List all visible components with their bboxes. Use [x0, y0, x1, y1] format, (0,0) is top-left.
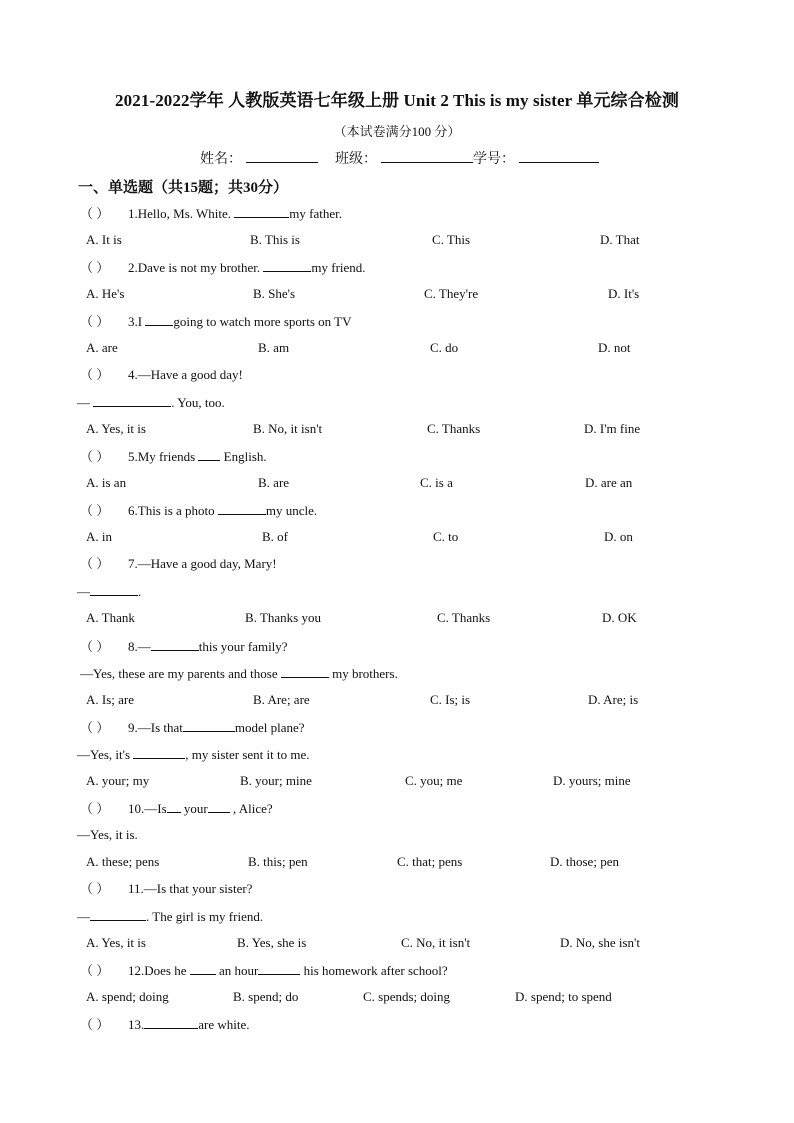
question-1: （ ） 1.Hello, Ms. White. my father.: [80, 206, 342, 221]
class-blank[interactable]: [381, 148, 473, 163]
option-b[interactable]: B. your; mine: [240, 773, 312, 788]
option-c[interactable]: C. to: [433, 529, 459, 544]
question-11: （ ） 11.—Is that your sister?: [80, 881, 253, 896]
option-c[interactable]: C. This: [432, 232, 471, 247]
option-c[interactable]: C. do: [430, 340, 459, 355]
option-b[interactable]: B. She's: [253, 286, 296, 301]
option-c[interactable]: C. you; me: [405, 773, 463, 788]
option-c[interactable]: C. No, it isn't: [401, 935, 471, 950]
option-d[interactable]: D. That: [600, 232, 640, 247]
option-d[interactable]: D. are an: [585, 475, 633, 490]
answer-paren[interactable]: （ ）: [80, 367, 110, 382]
question-6: （ ） 6.This is a photo my uncle.: [80, 503, 318, 518]
question-7: （ ） 7.—Have a good day, Mary!: [80, 556, 277, 571]
option-a[interactable]: A. Thank: [86, 610, 135, 625]
name-blank[interactable]: [246, 148, 318, 163]
question-4: （ ） 4.—Have a good day!: [80, 367, 243, 382]
section-title: 一、单选题（共15题；共30分）: [78, 180, 289, 196]
option-b[interactable]: B. Yes, she is: [237, 935, 307, 950]
question-4-reply: — . You, too.: [77, 395, 225, 410]
option-d[interactable]: D. yours; mine: [553, 773, 631, 788]
answer-paren[interactable]: （ ）: [80, 881, 110, 896]
option-d[interactable]: D. on: [604, 529, 633, 544]
option-a[interactable]: A. is an: [86, 475, 127, 490]
option-b[interactable]: B. Are; are: [253, 692, 310, 707]
answer-paren[interactable]: （ ）: [80, 206, 110, 221]
option-c[interactable]: C. Thanks: [427, 421, 481, 436]
question-8-reply: —Yes, these are my parents and those my brothers.: [80, 666, 398, 681]
question-7-reply: — .: [77, 584, 142, 599]
question-8: （ ） 8.— this your family?: [80, 639, 288, 654]
answer-paren[interactable]: （ ）: [80, 639, 110, 654]
id-blank[interactable]: [519, 148, 599, 163]
option-b[interactable]: B. spend; do: [233, 989, 299, 1004]
page-title: 2021-2022学年 人教版英语七年级上册 Unit 2 This is my sister 单元综合检测: [115, 91, 679, 110]
question-3: （ ） 3.I going to watch more sports on TV: [80, 314, 352, 329]
option-a[interactable]: A. in: [86, 529, 112, 544]
option-a[interactable]: A. these; pens: [86, 854, 160, 869]
answer-paren[interactable]: （ ）: [80, 556, 110, 571]
option-a[interactable]: A. Is; are: [86, 692, 135, 707]
option-a[interactable]: A. your; my: [86, 773, 150, 788]
option-c[interactable]: C. Thanks: [437, 610, 491, 625]
option-a[interactable]: A. Yes, it is: [86, 935, 146, 950]
answer-paren[interactable]: （ ）: [80, 720, 110, 735]
option-a[interactable]: A. are: [86, 340, 118, 355]
option-c[interactable]: C. is a: [420, 475, 453, 490]
question-2: （ ） 2.Dave is not my brother. my friend.: [80, 260, 366, 275]
option-d[interactable]: D. those; pen: [550, 854, 619, 869]
option-d[interactable]: D. No, she isn't: [560, 935, 640, 950]
option-c[interactable]: C. They're: [424, 286, 479, 301]
option-a[interactable]: A. It is: [86, 232, 122, 247]
option-d[interactable]: D. not: [598, 340, 631, 355]
class-label: 班级：: [335, 152, 377, 167]
option-b[interactable]: B. No, it isn't: [253, 421, 323, 436]
option-a[interactable]: A. He's: [86, 286, 125, 301]
question-12: （ ） 12.Does he an hour his homework after school?: [80, 963, 448, 978]
question-10-reply: —Yes, it is.: [77, 827, 138, 842]
option-a[interactable]: A. spend; doing: [86, 989, 169, 1004]
answer-paren[interactable]: （ ）: [80, 260, 110, 275]
question-9-reply: —Yes, it's , my sister sent it to me.: [77, 747, 310, 762]
option-b[interactable]: B. this; pen: [248, 854, 308, 869]
option-d[interactable]: D. spend; to spend: [515, 989, 612, 1004]
answer-paren[interactable]: （ ）: [80, 801, 110, 816]
question-9: （ ） 9.—Is that model plane?: [80, 720, 305, 735]
option-a[interactable]: A. Yes, it is: [86, 421, 146, 436]
option-d[interactable]: D. I'm fine: [584, 421, 641, 436]
answer-paren[interactable]: （ ）: [80, 314, 110, 329]
answer-paren[interactable]: （ ）: [80, 1017, 110, 1032]
question-5: （ ） 5.My friends English.: [80, 449, 267, 464]
option-c[interactable]: C. that; pens: [397, 854, 463, 869]
name-label: 姓名：: [200, 152, 242, 167]
answer-paren[interactable]: （ ）: [80, 449, 110, 464]
option-b[interactable]: B. are: [258, 475, 290, 490]
option-b[interactable]: B. This is: [250, 232, 300, 247]
option-d[interactable]: D. OK: [602, 610, 637, 625]
option-d[interactable]: D. Are; is: [588, 692, 639, 707]
option-b[interactable]: B. Thanks you: [245, 610, 321, 625]
option-d[interactable]: D. It's: [608, 286, 640, 301]
page-subtitle: （本试卷满分100 分）: [333, 124, 461, 139]
id-label: 学号：: [473, 152, 515, 167]
student-info-line: [200, 148, 599, 168]
answer-paren[interactable]: （ ）: [80, 963, 110, 978]
option-c[interactable]: C. Is; is: [430, 692, 471, 707]
question-11-reply: — . The girl is my friend.: [77, 909, 264, 924]
question-13: （ ） 13. are white.: [80, 1017, 250, 1032]
question-10: （ ） 10.—Is your , Alice?: [80, 801, 273, 816]
option-b[interactable]: B. of: [262, 529, 288, 544]
option-b[interactable]: B. am: [258, 340, 290, 355]
option-c[interactable]: C. spends; doing: [363, 989, 451, 1004]
answer-paren[interactable]: （ ）: [80, 503, 110, 518]
